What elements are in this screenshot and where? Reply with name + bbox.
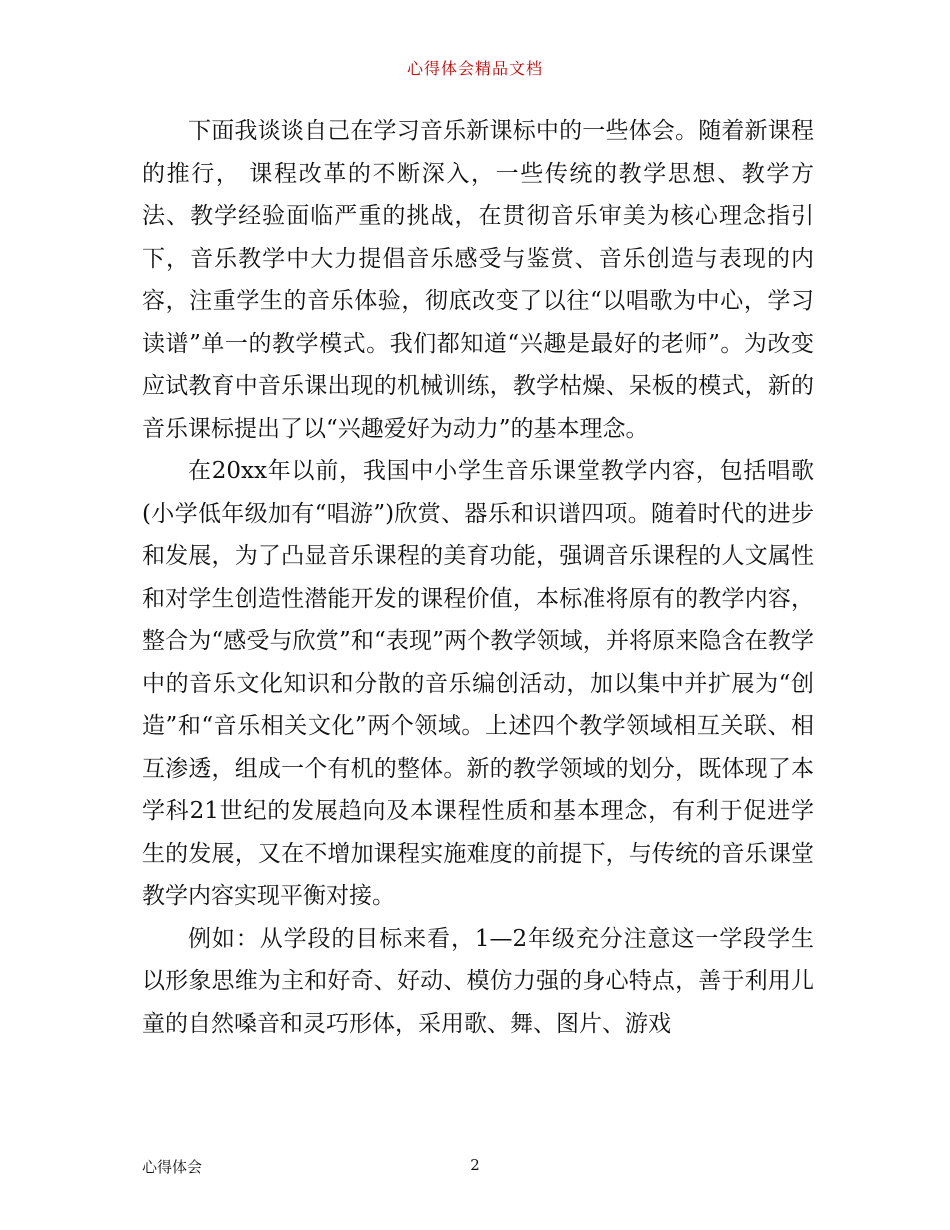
paragraph: 在20xx年以前，我国中小学生音乐课堂教学内容，包括唱歌(小学低年级加有“唱游”)欣赏、器乐和识谱四项。随着时代的进步和发展，为了凸显音乐课程的美育功能，强调音乐课程的人文属性和对学生创造性潜能开发的课程价值，本标准将原有的教学内容，整合为“感受与欣赏”和“表现”两个教学领域，并将原来隐含在教学中的音乐文化知识和分散的音乐编创活动，加以集中并扩展为“创造”和“音乐相关文化”两个领域。上述四个教学领域相互关联、相互渗透，组成一个有机的整体。新的教学领域的划分，既体现了本学科21世纪的发展趋向及本课程性质和基本理念，有利于促进学生的发展，又在不增加课程实施难度的前提下，与传统的音乐课堂教学内容实现平衡对接。 (142, 458, 814, 909)
paragraph: 例如：从学段的目标来看，1—2年级充分注意这一学段学生以形象思维为主和好奇、好动、模仿力强的身心特点，善于利用儿童的自然嗓音和灵巧形体，采用歌、舞、图片、游戏 (142, 925, 814, 1037)
footer-label: 心得体会 (142, 1158, 203, 1176)
document-body (142, 110, 814, 1045)
document-header-title: 心得体会精品文档 (406, 59, 543, 78)
paragraph: 下面我谈谈自己在学习音乐新课标中的一些体会。随着新课程的推行， 课程改革的不断深入，一些传统的教学思想、教学方法、教学经验面临严重的挑战，在贯彻音乐审美为核心理念指引下，音乐教学中大力提倡音乐感受与鉴赏、音乐创造与表现的内容，注重学生的音乐体验，彻底改变了以往“以唱歌为中心，学习读谱”单一的教学模式。我们都知道“兴趣是最好的老师”。为改变应试教育中音乐课出现的机械训练，教学枯燥、呆板的模式，新的音乐课标提出了以“兴趣爱好为动力”的基本理念。 (142, 118, 814, 442)
page-number: 2 (470, 1156, 480, 1174)
